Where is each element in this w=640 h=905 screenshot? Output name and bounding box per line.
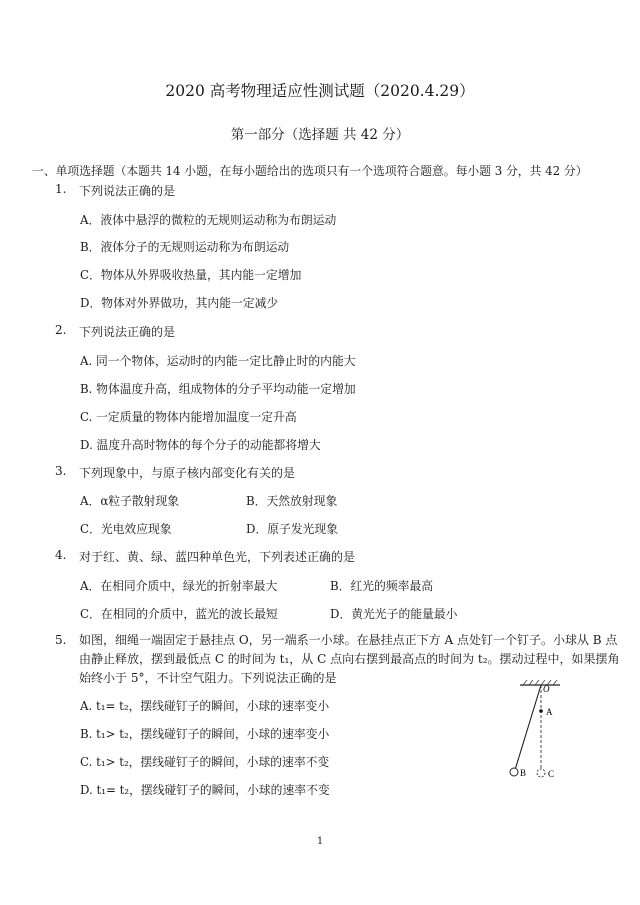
option-a: A. t₁= t₂，摆线碰钉子的瞬间，小球的速率变小 [80,699,330,713]
question-number: 5. [55,633,67,647]
question-number: 4. [55,548,67,562]
option-a: A. 同一个物体，运动时的内能一定比静止时的内能大 [80,354,356,368]
label-a: A [546,707,553,717]
option-d: D．原子发光现象 [246,522,339,536]
question-stem: 下列说法正确的是 [79,325,176,339]
ceiling-hatch [523,680,557,685]
question-stem: 下列现象中，与原子核内部变化有关的是 [79,466,296,480]
option-d: D．黄光光子的能量最小 [330,607,458,621]
label-o: O [543,684,550,694]
question-stem: 下列说法正确的是 [79,184,176,198]
pendulum-string [515,685,541,770]
option-c: C．物体从外界吸收热量，其内能一定增加 [80,268,302,282]
question-stem-line: 由静止释放，摆到最低点 C 的时间为 t₁，从 C 点向右摆到最高点的时间为 t₂。摆动过程中，如果摆角 [79,652,620,666]
question-number: 3. [55,464,67,478]
page-title: 2020 高考物理适应性测试题（2020.4.29） [165,82,475,100]
label-b: B [520,768,527,778]
option-b: B．红光的频率最高 [330,579,434,593]
question-stem: 对于红、黄、绿、蓝四种单色光，下列表述正确的是 [79,550,356,564]
part-heading: 第一部分（选择题 共 42 分） [230,127,410,143]
option-d: D. 温度升高时物体的每个分子的动能都将增大 [80,438,321,452]
nail-point [539,709,543,713]
question-stem-line: 如图，细绳一端固定于悬挂点 O，另一端系一小球。在悬挂点正下方 A 点处钉一个钉子。小球从 B 点 [79,633,618,647]
option-d: D. t₁= t₂，摆线碰钉子的瞬间，小球的速率不变 [80,783,330,797]
label-c: C [548,769,555,779]
section-heading: 一、单项选择题（本题共 14 小题，在每小题给出的选项只有一个选项符合题意。每小题 3 分，共 42 分） [32,164,588,178]
page-number: 1 [316,836,324,847]
option-b: B. 物体温度升高，组成物体的分子平均动能一定增加 [80,382,356,396]
ball-b [510,768,518,776]
option-d: D．物体对外界做功，其内能一定减少 [80,296,279,310]
question-number: 2. [55,323,67,337]
option-b: B. t₁> t₂，摆线碰钉子的瞬间，小球的速率变小 [80,727,330,741]
option-c: C. 一定质量的物体内能增加温度一定升高 [80,410,297,424]
question-number: 1. [55,182,67,196]
option-b: B．天然放射现象 [246,494,338,508]
option-c: C．在相同的介质中，蓝光的波长最短 [80,607,278,621]
option-b: B．液体分子的无规则运动称为布朗运动 [80,240,290,254]
option-a: A．在相同介质中，绿光的折射率最大 [80,579,278,593]
pendulum-figure [505,680,580,790]
option-c: C. t₁> t₂，摆线碰钉子的瞬间，小球的速率不变 [80,755,330,769]
option-c: C．光电效应现象 [80,522,172,536]
question-stem-line: 始终小于 5°，不计空气阻力。下列说法正确的是 [79,671,337,685]
ball-c [537,769,545,777]
option-a: A．α粒子散射现象 [80,494,180,508]
option-a: A．液体中悬浮的微粒的无规则运动称为布朗运动 [80,213,337,227]
